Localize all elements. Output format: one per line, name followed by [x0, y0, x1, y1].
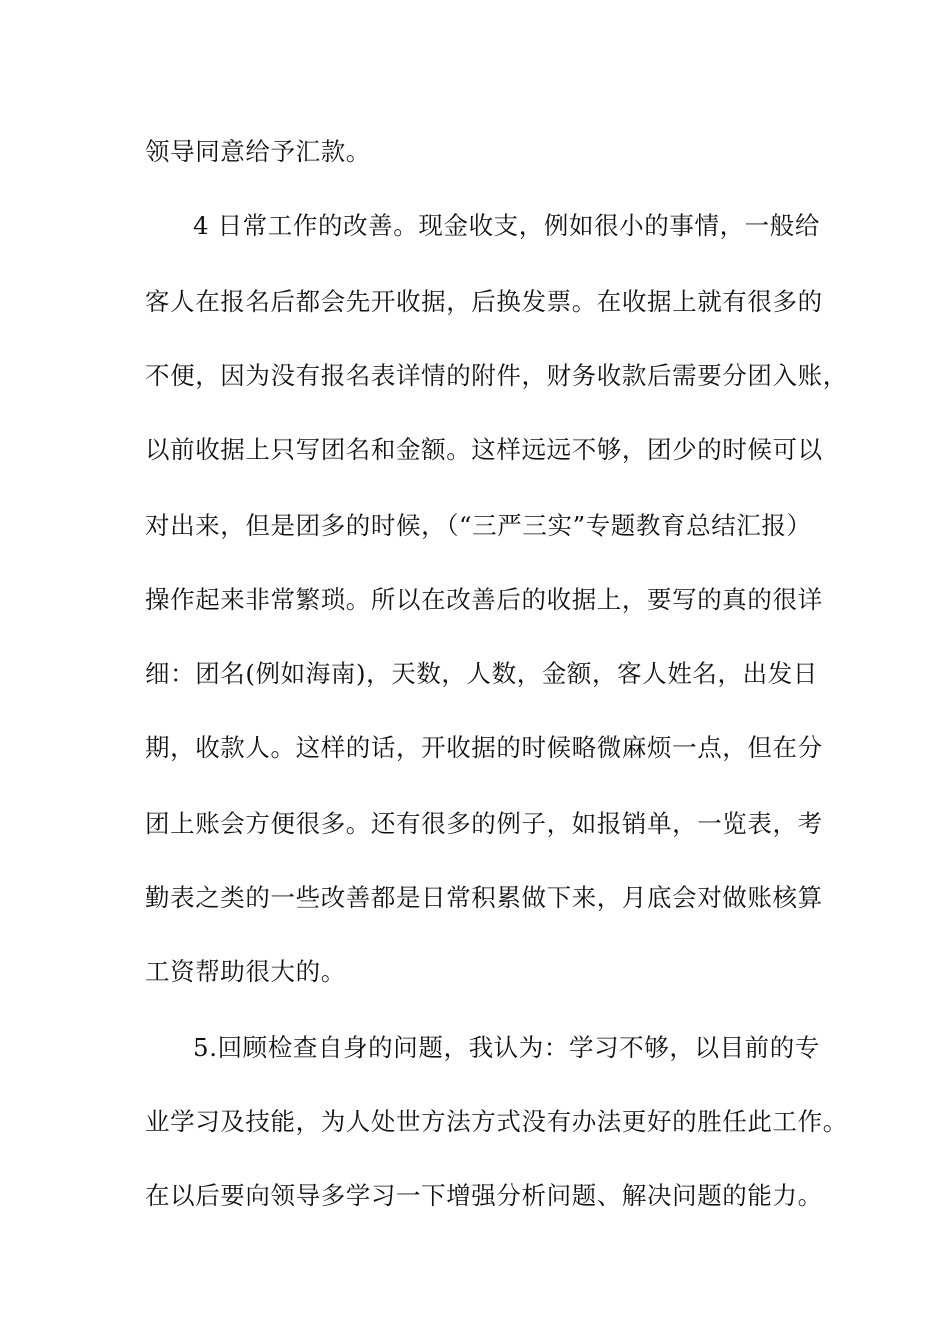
- text-line: 在以后要向领导多学习一下增强分析问题、解决问题的能力。: [145, 1181, 823, 1210]
- text-line: 勤表之类的一些改善都是日常积累做下来，月底会对做账核算: [145, 883, 823, 912]
- text-line: 团上账会方便很多。还有很多的例子，如报销单，一览表，考: [145, 809, 823, 838]
- text-line: 5.回顾检查自身的问题，我认为：学习不够，以目前的专: [193, 1033, 820, 1062]
- text-line: 以前收据上只写团名和金额。这样远远不够，团少的时候可以: [145, 435, 823, 464]
- text-line: 不便，因为没有报名表详情的附件，财务收款后需要分团入账，: [145, 361, 848, 390]
- text-line: 操作起来非常繁琐。所以在改善后的收据上，要写的真的很详: [145, 585, 823, 614]
- text-line: 对出来，但是团多的时候，（“三严三实”专题教育总结汇报）: [145, 511, 812, 540]
- text-line: 细：团名(例如海南)，天数，人数，金额，客人姓名，出发日: [145, 659, 818, 688]
- text-line: 工资帮助很大的。: [145, 957, 346, 986]
- text-line: 期，收款人。这样的话，开收据的时候略微麻烦一点，但在分: [145, 733, 823, 762]
- text-line: 客人在报名后都会先开收据，后换发票。在收据上就有很多的: [145, 287, 823, 316]
- text-line: 4 日常工作的改善。现金收支，例如很小的事情，一般给: [193, 211, 820, 240]
- text-line: 业学习及技能，为人处世方法方式没有办法更好的胜任此工作。: [145, 1107, 848, 1136]
- text-line: 领导同意给予汇款。: [145, 137, 371, 166]
